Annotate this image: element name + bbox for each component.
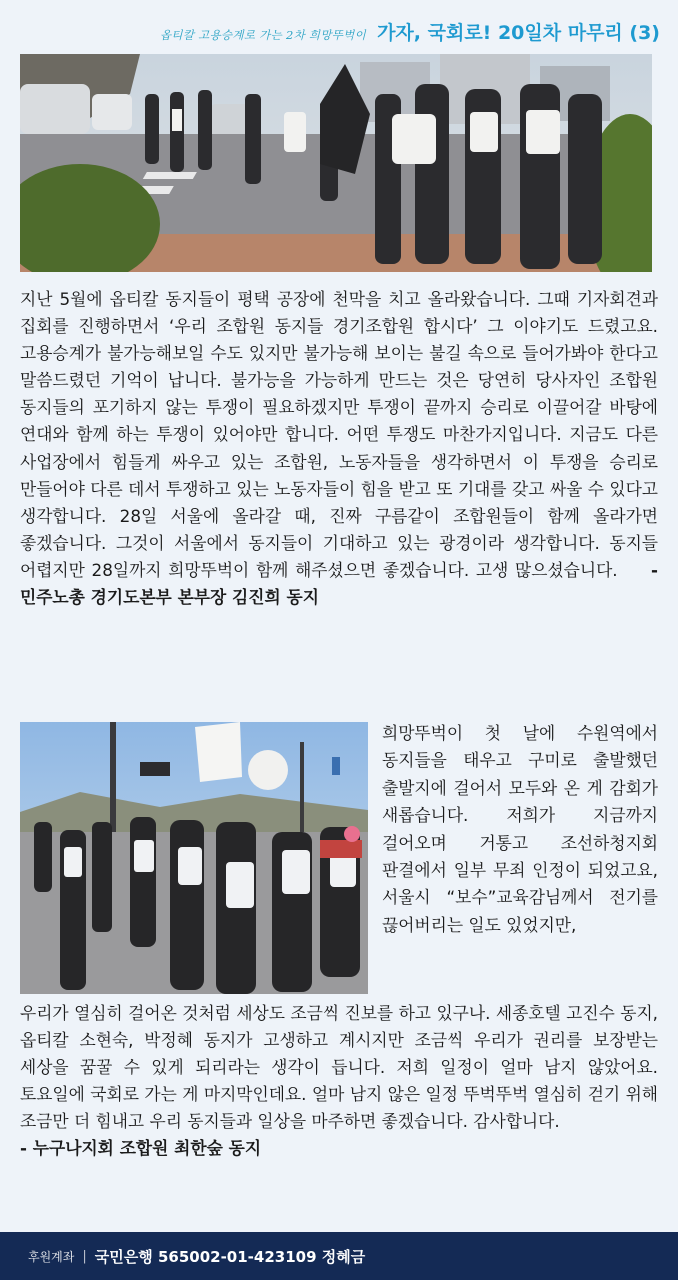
article-2-side: 희망뚜벅이 첫 날에 수원역에서 동지들을 태우고 구미로 출발했던 출발지에 걸어서 모두와 온 게 감회가 새롭습니다. 저희가 지금까지 걸어오며 거통고 조선하청지회 판결에서 일부 무죄 인정이 되었고요, 서울시 “보수”교육감님께서 전기를 끊어버리는 일도 있었지만,: [382, 723, 658, 935]
footer-separator: |: [82, 1248, 87, 1264]
donation-label: 후원계좌: [28, 1249, 75, 1264]
header-subtitle: 옵티칼 고용승계로 가는 2차 희망뚜벅이: [160, 28, 366, 42]
article-2-body: 우리가 열심히 걸어온 것처럼 세상도 조금씩 진보를 하고 있구나. 세종호텔 고진수 동지, 옵티칼 소현숙, 박정혜 동지가 고생하고 계시지만 조금씩 우리가 권리를 보장받는 세상을 꿈꿀 수 있게 되리라는 생각이 듭니다. 저희 일정이 얼마 남지 않았어요. 토요일에 국회로 가는 게 마지막인데요. 얼마 남지 않은 일정 뚜벅뚜벅 열심히 걷기 위해 조금만 더 힘내고 우리 동지들과 일상을 마주하면 좋겠습니다. 감사합니다.: [20, 1003, 658, 1132]
page-header: [18, 18, 660, 45]
march-photo-crosswalk: [20, 54, 652, 272]
donation-footer: [0, 1232, 678, 1280]
article-2-signature: - 누구나지회 조합원 최한숲 동지: [20, 1138, 262, 1159]
march-photo-road: [20, 722, 368, 994]
article-1-signature: - 민주노총 경기도본부 본부장 김진희 동지: [20, 559, 658, 608]
article-2: [20, 1000, 658, 1163]
donation-account: 국민은행 565002-01-423109 정혜금: [94, 1247, 366, 1266]
article-1-body: 지난 5월에 옵티칼 동지들이 평택 공장에 천막을 치고 올라왔습니다. 그때 기자회견과 집회를 진행하면서 ‘우리 조합원 동지들 경기조합원 합시다’ 그 이야기도 드렸고요. 고용승계가 불가능해보일 수도 있지만 불가능해 보이는 불길 속으로 들어가봐야 한다고 말씀드렸던 기억이 납니다. 불가능을 가능하게 만드는 것은 당연히 당사자인 조합원 동지들의 포기하지 않는 투쟁이 필요하겠지만 투쟁이 끝까지 승리로 이끌어갈 바탕에 연대와 함께 하는 투쟁이 있어야만 합니다. 어떤 투쟁도 마찬가지입니다. 지금도 다른 사업장에서 힘들게 싸우고 있는 조합원, 노동자들을 생각하면서 이 투쟁을 승리로 만들어야 다른 데서 투쟁하고 있는 노동자들이 힘을 받고 또 기대를 갖고 싸울 수 있다고 생각합니다. 28일 서울에 올라갈 때, 진짜 구름같이 조합원들이 함께 올라가면 좋겠습니다. 그것이 서울에서 동지들이 기대하고 있는 광경이라 생각합니다. 동지들 어렵지만 28일까지 희망뚜벅이 함께 해주셨으면 좋겠습니다. 고생 많으셨습니다.: [20, 289, 658, 580]
article-1: [20, 286, 658, 611]
page-title: 가자, 국회로! 20일차 마무리 (3): [377, 22, 660, 44]
